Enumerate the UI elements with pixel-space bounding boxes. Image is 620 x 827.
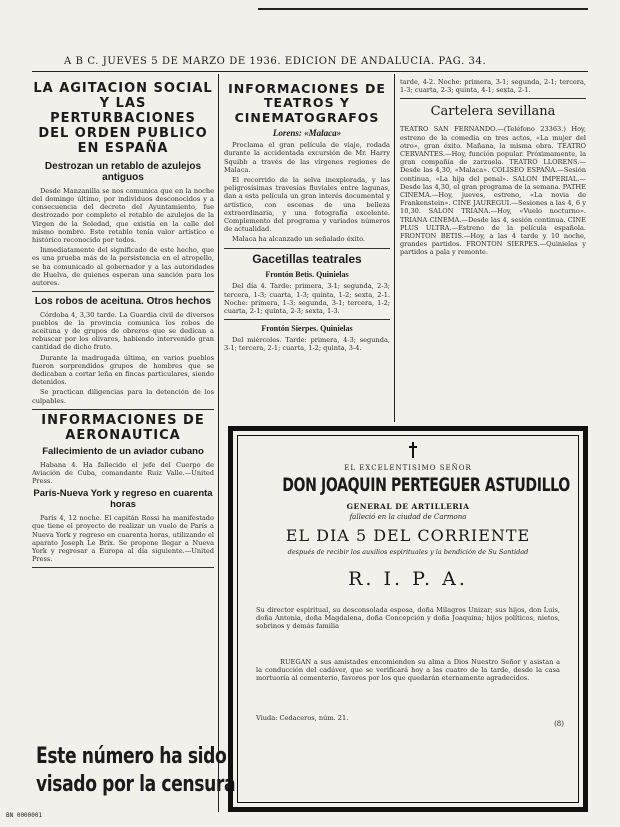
- middle-column: [224, 80, 390, 420]
- malaca-paragraph: Malaca ha alcanzado un señalado éxito.: [232, 235, 366, 244]
- paris-ny-article: [32, 514, 214, 563]
- date-line: EL DIA 5 DEL CORRIENTE: [285, 526, 531, 545]
- betis-subhead: Frontón Betis. Quinielas: [265, 270, 349, 280]
- agitation-headline: LA AGITACION SOCIAL Y LAS PERTURBACIONES DEL ORDEN PUBLICO EN ESPAÑA: [33, 81, 213, 156]
- right-top-text: tarde, 4-2. Noche: primera, 3-1; segunda, 2-1; tercera, 1-3; cuarta, 2-3; quinta, 4-1; sexta, 2-1.: [400, 78, 586, 95]
- tiles-paragraph: Desde Manzanilla se nos comunica que en la noche del domingo último, por individuos desconocidos y a consecuencia del decreto del Ayuntamiento, fue destrozado por completo el retablo de azulejos de la Virgen de la Soledad, que existía en la calle del mismo nombre. Este retablo tenía valor artístico e histórico reconocido por todos.: [32, 186, 214, 244]
- paris-ny-paragraph: París 4, 12 noche. El capitán Rossi ha manifestado que tiene el proyecto de realizar un vuelo de París a Nueva York y regreso en cuarenta horas, utilizando el aparato Joseph Le Brix. Se propone llegar a Nueva York y regresar a Europa al día siguiente.—United Press.: [32, 514, 214, 564]
- aviator-paragraph: Habana 4. Ha fallecido el jefe del Cuerpo de Aviación de Cuba, comandante Ruiz Valle.—United Press.: [32, 460, 214, 486]
- aeronautics-headline: INFORMACIONES DE AERONAUTICA: [41, 412, 205, 443]
- ripa: R. I. P. A.: [348, 568, 468, 590]
- address-line: Viuda: Cedaceros, núm. 21.: [256, 714, 349, 722]
- divider: [32, 567, 214, 568]
- notice-ref: (8): [554, 720, 564, 728]
- betis-paragraph: Del día 4. Tarde: primera, 3-1; segunda, 2-3; tercera, 1-3; cuarta, 1-3; quinta, 1-2; sexta, 2-1. Noche: primera, 1-3; segunda, 3-1; tercera, 1-2; cuarta, 2-1; quinta, 2-3; sexta, 1-3.: [224, 282, 390, 315]
- divider: [400, 98, 586, 99]
- death-place: falleció en la ciudad de Carmona: [349, 513, 467, 521]
- malaca-article: [224, 141, 390, 243]
- column-rule-right: [394, 74, 395, 422]
- honorific: EL EXCELENTISIMO SEÑOR: [344, 464, 472, 472]
- cross-icon: [408, 442, 418, 458]
- divider: [32, 409, 214, 410]
- sierpes-subhead: Frontón Sierpes. Quinielas: [261, 324, 353, 334]
- cartelera-listings: TEATRO SAN FERNANDO.—(Teléfono 23363.) Hoy, estreno de la comedia en tres actos, «La mujer del otro», gran éxito. Mañana, la misma obra. TEATRO CERVANTES.—Hoy, función popular. Próximamente, la gran compañía de zarzuela. TEATRO LLORENS.—Desde las 4,30, «Malaca». COLISEO ESPAÑA.—Sesión continua, «La hija del penal». SALON IMPERIAL.—Desde las 4,30, el gran programa de la semana. PATHE CINEMA.—Hoy, jueves, estreno, «La novia de Frankenstein». CINE JAUREGUI.—Sesiones a las 4, 6 y 10,30. SALON TRIANA.—Hoy, «Vuelo nocturno». TRIANA CINEMA.—Desde las 4, sesión continua. CINE PLUS ULTRA.—Estreno de la película española. FRONTON BETIS.—Hoy, a las 4 tarde y 10 noche, grandes partidos. FRONTON SIERPES.—Quinielas y partidos a pala y remonte.: [400, 125, 586, 257]
- tiles-paragraph: Inmediatamente del significado de este hecho, que es una prueba más de la persistencia en el atropello, se ha comunicado al gobernador y a las autoridades de Huelva, de quienes esperan una sanción para los autores.: [32, 246, 214, 287]
- family-notice: Su director espiritual, su desconsolada esposa, doña Milagros Unizar; sus hijos, don Luis, doña Antonia, doña Magdalena, doña Concepción y doña Joaquina; hijos políticos, nietos, sobrinos y demás familia: [256, 606, 560, 631]
- olive-paragraph: Córdoba 4, 3,30 tarde. La Guardia civil de diversos pueblos de la provincia comunica los robos de aceituna y de grupos de obreros que se dedican a rebuscar por los olivares, habiendo intervenido gran cantidad de dicho fruto.: [32, 310, 214, 352]
- olive-paragraph: Se practican diligencias para la detención de los culpables.: [32, 388, 214, 405]
- rank: GENERAL DE ARTILLERIA: [346, 502, 470, 511]
- olive-theft-article: [32, 311, 214, 405]
- olive-theft-subhead: Los robos de aceituna. Otros hechos: [34, 296, 212, 308]
- malaca-subhead: Lorens: «Malaca»: [272, 128, 342, 139]
- censor-line-2: visado por la censura: [36, 772, 236, 797]
- column-rule-left: [218, 74, 219, 422]
- cartelera-title: Cartelera sevillana: [430, 104, 556, 120]
- divider: [224, 319, 390, 320]
- malaca-paragraph: El recorrido de la selva inexplorada, y las peligrosísimas travesías fluviales entre lagunas, dan a esta película un gran interés documental y artístico, con escenas de una belleza extraordinaria, y una fotografía excelente. Complemento del programa y variados números de actualidad.: [224, 175, 390, 234]
- sacraments-line: después de recibir los auxilios espirituales y la bendición de Su Santidad: [287, 548, 529, 556]
- obituary-inner-border: [237, 435, 579, 803]
- tiles-article: [32, 187, 214, 287]
- paris-ny-subhead: París-Nueva York y regreso en cuarenta horas: [33, 488, 213, 511]
- olive-paragraph: Durante la madrugada última, en varios pueblos fueron sorprendidos grupos de hombres que se dedicaban a cortar leña en fincas particulares, siendo detenidos.: [32, 353, 214, 387]
- malaca-paragraph: Proclama el gran película de viaje, rodada durante la accidentada excursión de Mr. Harry Squibb a través de las vírgenes regiones de Malaca.: [224, 141, 390, 174]
- gacetillas-subhead: Gacetillas teatrales: [252, 251, 362, 266]
- censor-line-1: Este número ha sido: [36, 744, 227, 769]
- tiles-subhead: Destrozan un retablo de azulejos antiguos: [44, 160, 202, 184]
- right-column: [400, 78, 586, 420]
- aviator-subhead: Fallecimiento de un aviador cubano: [42, 445, 204, 457]
- theatres-headline: INFORMACIONES DE TEATROS Y CINEMATOGRAFOS: [228, 81, 386, 125]
- left-column: [32, 80, 236, 810]
- divider: [224, 248, 390, 249]
- header-rule: [32, 71, 588, 72]
- betis-article: [224, 282, 390, 315]
- obituary-box: [228, 426, 588, 812]
- page-header: A B C. JUEVES 5 DE MARZO DE 1936. EDICION DE ANDALUCIA. PAG. 34.: [64, 56, 487, 67]
- sierpes-article: [224, 336, 390, 352]
- aviator-article: [32, 461, 214, 486]
- deceased-name: DON JOAQUIN PERTEGUER ASTUDILLO: [282, 474, 570, 496]
- divider: [32, 291, 214, 292]
- sierpes-paragraph: Del miércoles. Tarde: primera, 4-3; segunda, 3-1; tercera, 2-1; cuarta, 1-2; quinta, 3-4.: [224, 336, 390, 353]
- footer-stamp: BN 0000001: [6, 812, 43, 819]
- request-notice: RUEGAN a sus amistades encomienden su alma a Dios Nuestro Señor y asistan a la conducción del cadáver, que se verificará hoy a las cuatro de la tarde, desde la casa mortuoria al cementerio, favores por los que quedarán eternamente agradecidos.: [256, 658, 560, 683]
- top-rule: [258, 8, 588, 10]
